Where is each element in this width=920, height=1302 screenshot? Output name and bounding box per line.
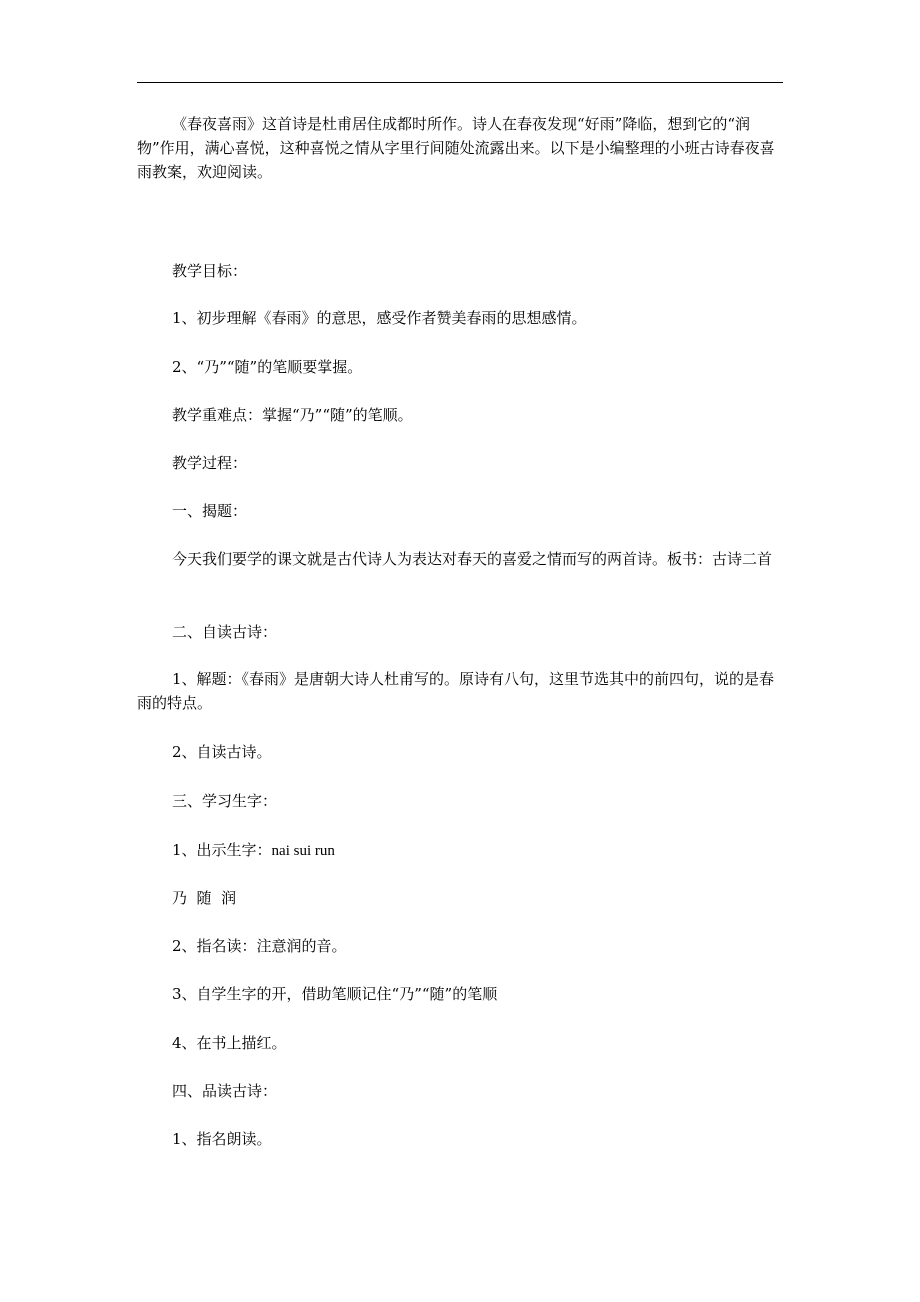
process-heading: 教学过程： xyxy=(172,454,248,472)
objective-item-1: 1、初步理解《春雨》的意思，感受作者赞美春雨的思想感情。 xyxy=(172,309,587,327)
section4-item-1: 1、指名朗读。 xyxy=(172,1130,272,1148)
section3-item-1-label: 1、出示生字： xyxy=(172,841,272,859)
section3-item-1 xyxy=(137,838,783,863)
section4-heading: 四、品读古诗： xyxy=(172,1082,278,1100)
key-point: 教学重难点：掌握“乃”“随”的笔顺。 xyxy=(172,406,413,424)
header-rule xyxy=(137,82,783,83)
section3-item-3: 3、自学生字的开，借助笔顺记住“乃”“随”的笔顺 xyxy=(172,985,498,1003)
section3-item-4: 4、在书上描红。 xyxy=(172,1034,287,1052)
section2-item-1: 1、解题：《春雨》是唐朝大诗人杜甫写的。原诗有八句，这里节选其中的前四句，说的是春雨的特点。 xyxy=(137,670,775,712)
section2-heading: 二、自读古诗： xyxy=(172,623,278,641)
objectives-heading: 教学目标： xyxy=(172,262,248,280)
section1-text: 今天我们要学的课文就是古代诗人为表达对春天的喜爱之情而写的两首诗。板书：古诗二首 xyxy=(172,550,773,568)
objective-item-2: 2、“乃”“随”的笔顺要掌握。 xyxy=(172,358,363,376)
new-characters: 乃 随 润 xyxy=(172,889,237,907)
section3-item-2: 2、指名读：注意润的音。 xyxy=(172,937,347,955)
section1-heading: 一、揭题： xyxy=(172,502,248,520)
pinyin-text: nai sui run xyxy=(271,843,335,859)
section3-heading: 三、学习生字： xyxy=(172,792,278,810)
section2-item-2: 2、自读古诗。 xyxy=(172,743,272,761)
intro-paragraph: 《春夜喜雨》这首诗是杜甫居住成都时所作。诗人在春夜发现“好雨”降临，想到它的“润物”作用，满心喜悦，这种喜悦之情从字里行间随处流露出来。以下是小编整理的小班古诗春夜喜雨教案，欢迎阅读。 xyxy=(137,115,775,181)
